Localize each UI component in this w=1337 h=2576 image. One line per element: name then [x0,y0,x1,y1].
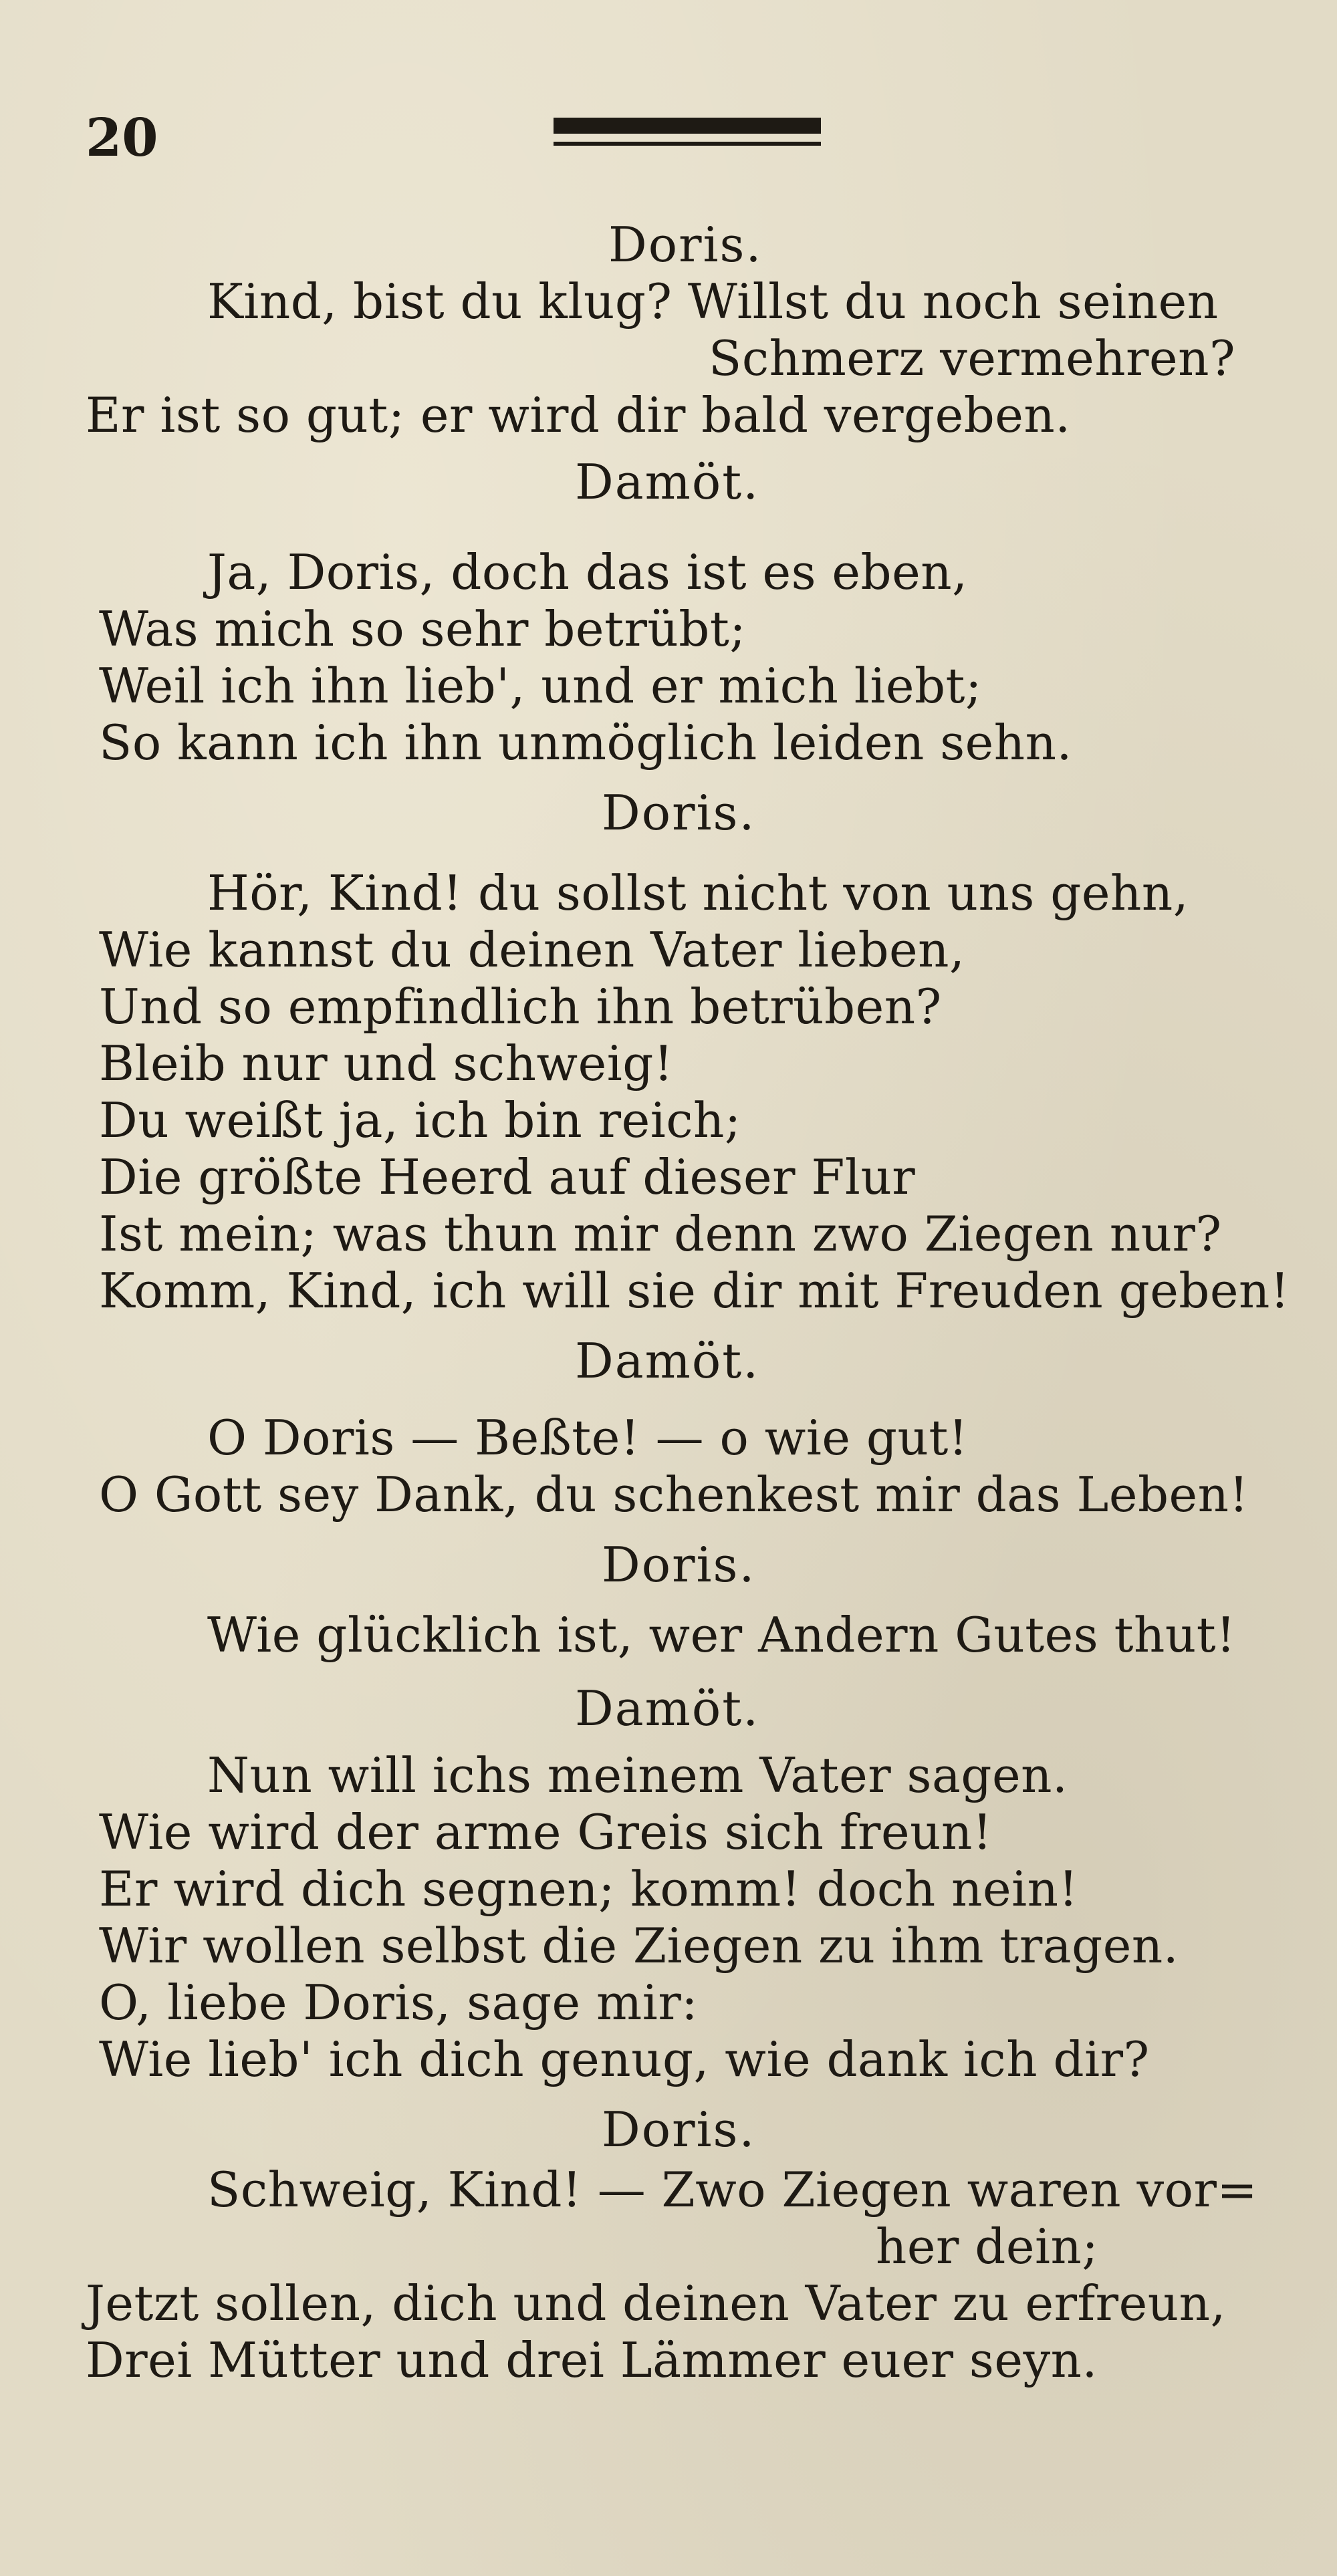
verse-line: O Doris — Beßte! — o wie gut! [207,1410,969,1466]
verse-line: Nun will ichs meinem Vater sagen. [207,1747,1068,1803]
speaker-label: Doris. [602,785,756,841]
verse-line: Du weißt ja, ich bin reich; [99,1092,741,1148]
verse-line: Ja, Doris, doch das ist es eben, [207,544,968,600]
speaker-label: Doris. [602,1537,756,1593]
verse-line: Er wird dich segnen; komm! doch nein! [99,1861,1078,1917]
verse-line: Er ist so gut; er wird dir bald vergeben. [86,387,1071,443]
speaker-label: Doris. [608,217,763,273]
verse-line: Hör, Kind! du sollst nicht von uns gehn, [207,865,1189,921]
verse-line: Die größte Heerd auf dieser Flur [99,1149,916,1205]
speaker-label: Damöt. [575,1333,760,1389]
verse-line: Wie wird der arme Greis sich freun! [99,1804,993,1860]
speaker-label: Damöt. [575,454,760,510]
verse-line: Drei Mütter und drei Lämmer euer seyn. [86,2332,1098,2388]
verse-line: Wir wollen selbst die Ziegen zu ihm tragen. [99,1918,1179,1974]
verse-line: Bleib nur und schweig! [99,1035,674,1091]
verse-line: Weil ich ihn lieb', und er mich liebt; [99,658,982,714]
verse-line: Und so empfindlich ihn betrüben? [99,979,942,1035]
header-rule-thick [554,118,821,134]
verse-line: O Gott sey Dank, du schenkest mir das Leben! [99,1466,1249,1523]
verse-line: Ist mein; was thun mir denn zwo Ziegen nur? [99,1206,1222,1262]
verse-line: Wie kannst du deinen Vater lieben, [99,922,965,978]
verse-line: Was mich so sehr betrübt; [99,601,747,657]
verse-line: Wie lieb' ich dich genug, wie dank ich dir? [99,2031,1150,2087]
verse-line: So kann ich ihn unmöglich leiden sehn. [99,715,1072,771]
verse-line: Wie glücklich ist, wer Andern Gutes thut! [207,1607,1236,1663]
page-number: 20 [86,108,158,168]
verse-line: Jetzt sollen, dich und deinen Vater zu erfreun, [86,2275,1226,2331]
verse-line: Schmerz vermehren? [709,330,1236,386]
verse-line: O, liebe Doris, sage mir: [99,1974,699,2031]
speaker-label: Doris. [602,2101,756,2158]
verse-line: Schweig, Kind! — Zwo Ziegen waren vor= [207,2162,1258,2218]
verse-line: Komm, Kind, ich will sie dir mit Freuden geben! [99,1263,1290,1319]
page-header [0,0,1337,201]
header-rule-thin [554,142,821,146]
verse-line: her dein; [876,2218,1099,2275]
verse-line: Kind, bist du klug? Willst du noch seinen [207,273,1219,330]
speaker-label: Damöt. [575,1680,760,1736]
